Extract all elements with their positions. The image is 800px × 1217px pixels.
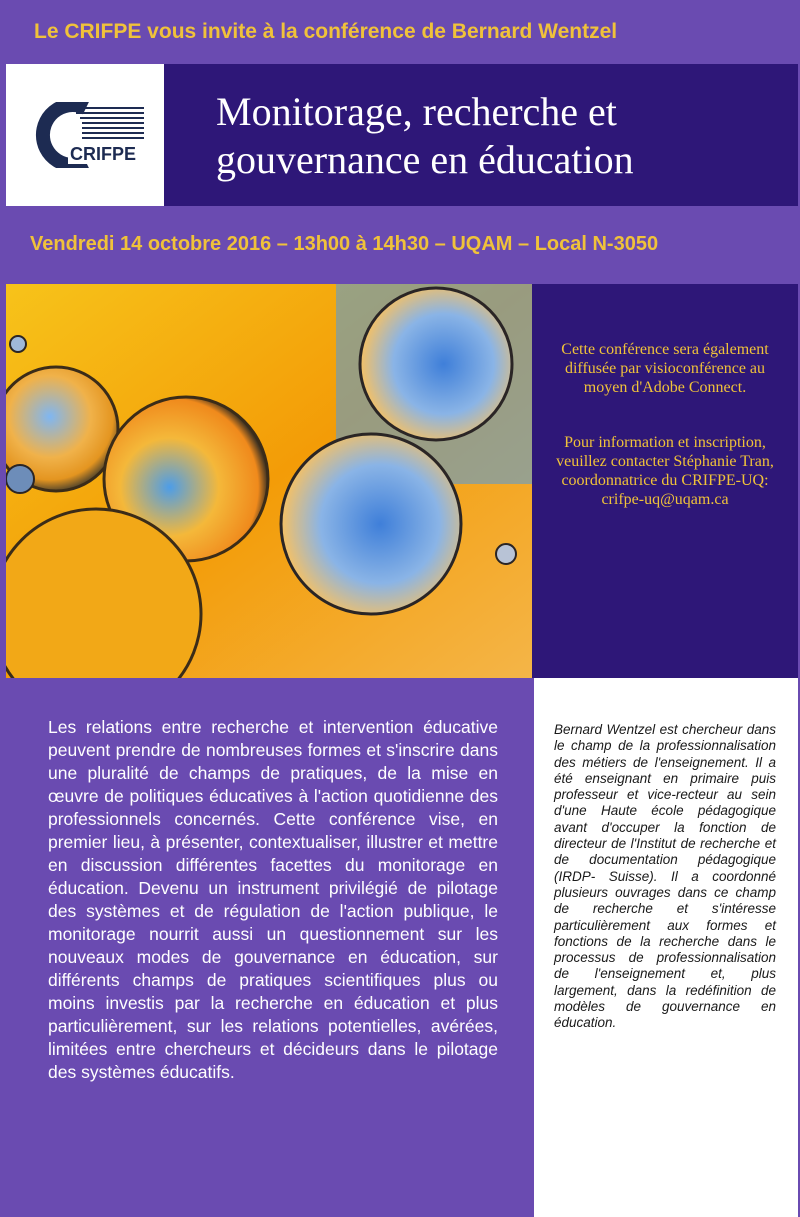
conference-description: Les relations entre recherche et intervention éducative peuvent prendre de nombreuses formes et s'inscrire dans une pluralité de champs de pratiques, de la mise en œuvre de politiques éducatives à l'action quotidienne des professionnels concernés. Cette conférence vise, en premier lieu, à présenter, contextualiser, illustrer et mettre en discussion différentes facettes du monitorage en éducation. Devenu un instrument privilégié de pilotage des systèmes et de régulation de l'action publique, le monitorage nourrit aussi un questionnement sur les nouveaux modes de gouvernance en éducation, sur différents champs de pratiques scientifiques plus ou moins investis par la recherche en éducation et plus particulièrement, sur les relations potentielles, avérées, limitées entre chercheurs et décideurs dans le pilotage des systèmes éducatifs.	[6, 678, 532, 1217]
event-details	[0, 206, 800, 284]
invite-banner	[0, 0, 800, 64]
invite-text: Le CRIFPE vous invite à la conférence de Bernard Wentzel	[34, 20, 618, 43]
contact-note	[546, 433, 784, 509]
header	[6, 64, 798, 206]
logo-wordmark: CRIFPE	[70, 144, 137, 164]
speaker-bio: Bernard Wentzel est chercheur dans le champ de la professionnalisation des métiers de l'enseignement. Il a été enseignant en primaire puis professeur et vice-recteur au sein d'une Haute école pédagogique avant d'occuper la fonction de directeur de l'Institut de recherche et de documentation pédagogique (IRDP- Suisse). Il a coordonné plusieurs ouvrages dans ce champ de recherche et s'intéresse particulièrement aux formes et fonctions de la recherche dans le processus de professionnalisation de l'enseignement et, plus largement, dans la redéfinition de modèles de gouvernance en éducation.	[534, 678, 798, 1217]
crifpe-logo	[6, 64, 164, 206]
contact-text: Pour information et inscription, veuillez contacter Stéphanie Tran, coordonnatrice du CRIFPE-UQ:	[556, 434, 774, 489]
event-details-text: Vendredi 14 octobre 2016 – 13h00 à 14h30 – UQAM – Local N-3050	[30, 233, 659, 255]
broadcast-note: Cette conférence sera également diffusée par visioconférence au moyen d'Adobe Connect.	[561, 341, 769, 396]
contact-email[interactable]: crifpe-uq@uqam.ca	[601, 491, 729, 508]
bubbles-photo	[6, 284, 532, 678]
info-panel	[532, 284, 798, 678]
page-title: Monitorage, recherche et gouvernance en éducation	[216, 89, 634, 182]
